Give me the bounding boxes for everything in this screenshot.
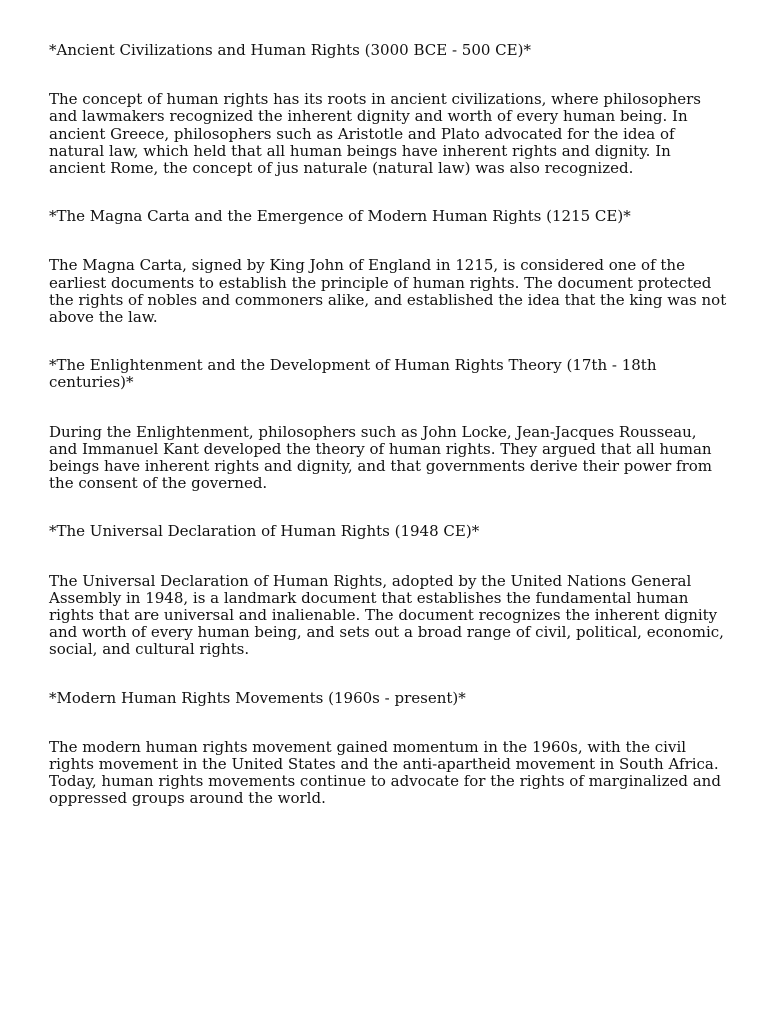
section-heading: *Modern Human Rights Movements (1960s - present)* bbox=[49, 688, 466, 707]
section-magna-carta bbox=[49, 208, 728, 326]
section-heading: *The Magna Carta and the Emergence of Modern Human Rights (1215 CE)* bbox=[49, 207, 631, 226]
section-paragraph: The Magna Carta, signed by King John of England in 1215, is considered one of the earliest documents to establish the principle of human rights. The document protected the rights of nobles and commoners alike, and established the idea that the king was not above the law. bbox=[49, 256, 727, 327]
section-universal-declaration bbox=[49, 523, 728, 658]
section-paragraph: The Universal Declaration of Human Rights, adopted by the United Nations General Assembly in 1948, is a landmark document that establishes the fundamental human rights that are universal and inalienable. The document recognizes the inherent dignity and worth of every human being, and sets out a broad range of civil, political, economic, social, and cultural rights. bbox=[49, 571, 724, 659]
section-heading: *Ancient Civilizations and Human Rights (3000 BCE - 500 CE)* bbox=[49, 41, 531, 59]
section-paragraph: The modern human rights movement gained momentum in the 1960s, with the civil rights movement in the United States and the anti-apartheid movement in South Africa. Today, human rights movements continue to advocate for the rights of marginalized and oppressed groups around the world. bbox=[49, 737, 721, 808]
section-modern-movements bbox=[49, 690, 728, 808]
section-heading: *The Enlightenment and the Development of Human Rights Theory (17th - 18th centuries)* bbox=[49, 356, 657, 392]
section-paragraph: The concept of human rights has its roots in ancient civilizations, where philosophers and lawmakers recognized the inherent dignity and worth of every human being. In ancient Greece, philosophers such as Aristotle and Plato advocated for the idea of natural law, which held that all human beings have inherent rights and dignity. In ancient Rome, the concept of jus naturale (natural law) was also recognized. bbox=[49, 90, 701, 178]
section-enlightenment bbox=[49, 357, 728, 492]
section-paragraph: During the Enlightenment, philosophers such as John Locke, Jean-Jacques Rousseau, and Immanuel Kant developed the theory of human rights. They argued that all human beings have inherent rights and dignity, and that governments derive their power from the consent of the governed. bbox=[49, 422, 713, 493]
section-heading: *The Universal Declaration of Human Rights (1948 CE)* bbox=[49, 522, 480, 541]
section-ancient-civilizations bbox=[49, 42, 728, 177]
